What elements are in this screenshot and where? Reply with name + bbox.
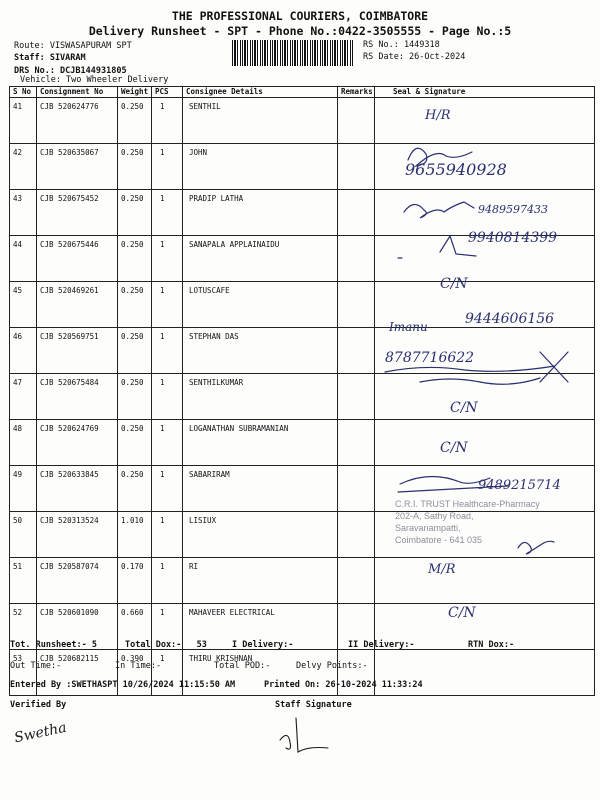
ii-delivery: II Delivery:- xyxy=(348,640,415,650)
cell-sno: 45 xyxy=(10,282,37,328)
cell-consignee: JOHN xyxy=(183,144,338,190)
handwritten-r50-number: 9489215714 xyxy=(478,478,561,493)
handwritten-r43-number: 9489597433 xyxy=(478,203,548,216)
cell-pcs: 1 xyxy=(152,282,183,328)
cell-weight: 0.390 xyxy=(118,650,152,696)
cell-cn: CJB 520469261 xyxy=(37,282,118,328)
total-dox: Total Dox:- 53 xyxy=(125,640,207,650)
staff-label: Staff: SIVARAM xyxy=(14,53,86,63)
cell-consignee: SANAPALA APPLAINAIDU xyxy=(183,236,338,282)
out-time: Out Time:- xyxy=(10,661,62,671)
cell-consignee: LOGANATHAN SUBRAMANIAN xyxy=(183,420,338,466)
cell-consignee: SENTHIL xyxy=(183,98,338,144)
cell-sno: 53 xyxy=(10,650,37,696)
runsheet-title: Delivery Runsheet - SPT - Phone No.:0422-3505555 - Page No.:5 xyxy=(88,24,512,38)
cell-sno: 43 xyxy=(10,190,37,236)
cell-consignee: LOTUSCAFE xyxy=(183,282,338,328)
handwritten-r42-number: 9655940928 xyxy=(405,160,507,179)
cell-weight: 0.660 xyxy=(118,604,152,650)
cell-sno: 52 xyxy=(10,604,37,650)
cell-pcs: 1 xyxy=(152,98,183,144)
cell-consignee: MAHAVEER ELECTRICAL xyxy=(183,604,338,650)
cell-weight: 0.250 xyxy=(118,374,152,420)
handwritten-r48: C/N xyxy=(450,400,478,416)
in-time: In Time:- xyxy=(115,661,162,671)
stamp-line-1: C.R.I. TRUST Healthcare-Pharmacy xyxy=(395,499,540,509)
stamp-line-2: 202-A, Sathy Road, xyxy=(395,511,474,521)
handwritten-r44-number: 9940814399 xyxy=(468,230,558,246)
route-label: Route: VISWASAPURAM SPT xyxy=(14,41,132,51)
handwritten-r45: C/N xyxy=(440,276,468,292)
cell-cn: CJB 520569751 xyxy=(37,328,118,374)
verified-by-label: Verified By xyxy=(10,700,67,710)
cell-weight: 1.010 xyxy=(118,512,152,558)
cell-pcs: 1 xyxy=(152,420,183,466)
cell-sno: 51 xyxy=(10,558,37,604)
cell-sno: 41 xyxy=(10,98,37,144)
handwritten-r52: M/R xyxy=(428,562,456,577)
cell-weight: 0.250 xyxy=(118,282,152,328)
cell-cn: CJB 520682115 xyxy=(37,650,118,696)
cell-sno: 44 xyxy=(10,236,37,282)
delvy-points: Delvy Points:- xyxy=(296,661,368,671)
pharmacy-stamp xyxy=(395,498,540,546)
cell-cn: CJB 520587074 xyxy=(37,558,118,604)
col-remarks: Remarks xyxy=(338,87,375,98)
verified-signature: Swetha xyxy=(12,719,68,747)
cell-sno: 49 xyxy=(10,466,37,512)
cell-cn: CJB 520675446 xyxy=(37,236,118,282)
cell-pcs: 1 xyxy=(152,190,183,236)
handwritten-r46-name: Imanu xyxy=(389,320,428,334)
tot-runsheet: Tot. Runsheet:- 5 xyxy=(10,640,97,650)
drs-label: DRS No.: DCJB144931805 xyxy=(14,66,127,76)
cell-weight: 0.250 xyxy=(118,328,152,374)
cell-cn: CJB 520633845 xyxy=(37,466,118,512)
cell-sno: 48 xyxy=(10,420,37,466)
signature-r47-overwrite xyxy=(385,352,568,384)
entered-by: Entered By :SWETHASPT 10/26/2024 11:15:50 AM xyxy=(10,680,236,690)
cell-sno: 50 xyxy=(10,512,37,558)
cell-weight: 0.250 xyxy=(118,144,152,190)
total-pod: Total POD:- xyxy=(214,661,271,671)
cell-sno: 42 xyxy=(10,144,37,190)
printed-on: Printed On: 26-10-2024 11:33:24 xyxy=(264,680,423,690)
cell-pcs: 1 xyxy=(152,144,183,190)
i-delivery: I Delivery:- xyxy=(232,640,294,650)
cell-cn: CJB 520624769 xyxy=(37,420,118,466)
col-sno: S No xyxy=(10,87,37,98)
cell-consignee: PRADIP LATHA xyxy=(183,190,338,236)
cell-consignee: SABARIRAM xyxy=(183,466,338,512)
stamp-line-3: Saravanampatti, xyxy=(395,523,461,533)
cell-pcs: 1 xyxy=(152,650,183,696)
rs-no-label: RS No.: 1449318 xyxy=(363,40,440,50)
cell-cn: CJB 520624776 xyxy=(37,98,118,144)
cell-pcs: 1 xyxy=(152,374,183,420)
handwritten-r53: C/N xyxy=(448,605,476,621)
cell-consignee: LISIUX xyxy=(183,512,338,558)
rs-date-label: RS Date: 26-Oct-2024 xyxy=(363,52,466,62)
company-title: THE PROFESSIONAL COURIERS, COIMBATORE xyxy=(171,9,429,23)
col-weight: Weight xyxy=(118,87,152,98)
cell-consignee: SENTHILKUMAR xyxy=(183,374,338,420)
signature-r50-strike xyxy=(398,476,508,492)
signature-r44-mark xyxy=(398,236,476,258)
cell-cn: CJB 520313524 xyxy=(37,512,118,558)
col-seal: Seal & Signature xyxy=(375,87,595,98)
signature-r42-mark xyxy=(408,148,472,166)
cell-cn: CJB 520635067 xyxy=(37,144,118,190)
cell-weight: 0.250 xyxy=(118,420,152,466)
cell-consignee: RI xyxy=(183,558,338,604)
vehicle-label: Vehicle: Two Wheeler Delivery xyxy=(20,75,169,85)
staff-signature-mark xyxy=(280,718,328,752)
cell-sno: 46 xyxy=(10,328,37,374)
cell-pcs: 1 xyxy=(152,328,183,374)
cell-cn: CJB 520601090 xyxy=(37,604,118,650)
handwritten-r47-number: 8787716622 xyxy=(385,350,475,366)
cell-weight: 0.250 xyxy=(118,236,152,282)
cell-pcs: 1 xyxy=(152,236,183,282)
cell-pcs: 1 xyxy=(152,604,183,650)
signature-r43-mark xyxy=(404,202,474,218)
col-consignment: Consignment No xyxy=(37,87,118,98)
stamp-line-4: Coimbatore - 641 035 xyxy=(395,535,483,545)
cell-pcs: 1 xyxy=(152,466,183,512)
col-pcs: PCS xyxy=(152,87,183,98)
handwritten-r49: C/N xyxy=(440,440,468,456)
cell-cn: CJB 520675484 xyxy=(37,374,118,420)
cell-weight: 0.250 xyxy=(118,466,152,512)
rtn-dox: RTN Dox:- xyxy=(468,640,515,650)
handwritten-r41: H/R xyxy=(425,108,451,123)
cell-weight: 0.250 xyxy=(118,98,152,144)
cell-weight: 0.250 xyxy=(118,190,152,236)
cell-consignee: STEPHAN DAS xyxy=(183,328,338,374)
cell-pcs: 1 xyxy=(152,558,183,604)
cell-weight: 0.170 xyxy=(118,558,152,604)
col-consignee: Consignee Details xyxy=(183,87,338,98)
staff-signature-label: Staff Signature xyxy=(275,700,352,710)
cell-sno: 47 xyxy=(10,374,37,420)
cell-consignee: THIRU KRISHNAN xyxy=(183,650,338,696)
cell-pcs: 1 xyxy=(152,512,183,558)
cell-cn: CJB 520675452 xyxy=(37,190,118,236)
handwritten-r46-number: 9444606156 xyxy=(465,311,555,327)
